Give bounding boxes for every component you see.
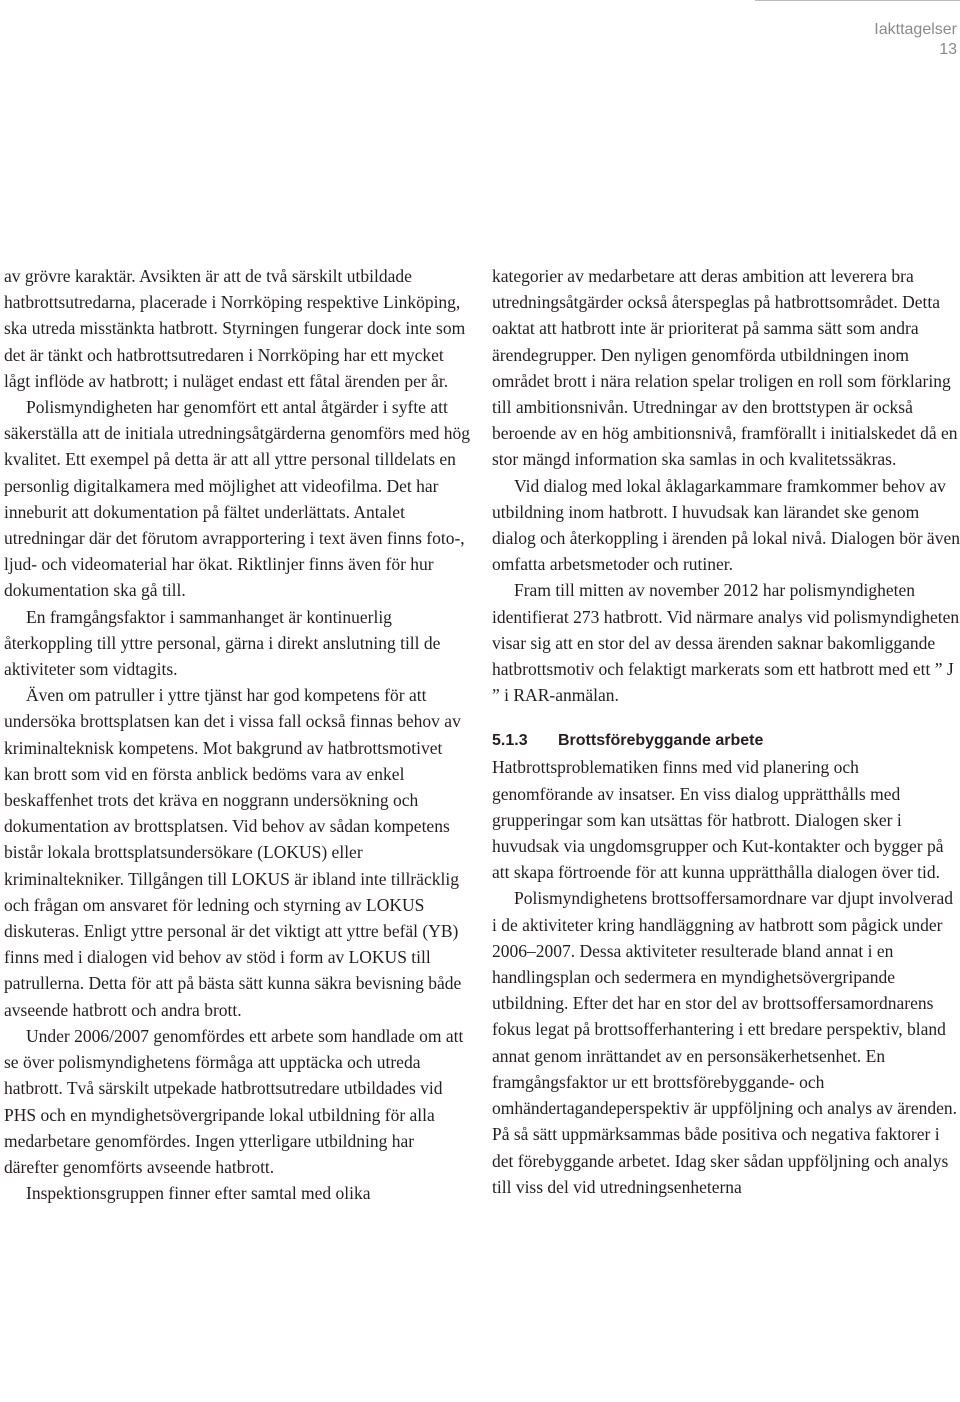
header-title: Iakttagelser bbox=[874, 21, 957, 38]
paragraph: Under 2006/2007 genomfördes ett arbete som handlade om att se över polismyndighetens förmåga att upptäcka och utreda hatbrott. Två särskilt utpekade hatbrottsutredare utbildades vid PHS och en myndighetsövergripande lokal utbildning för alla medarbetare genomfördes. Ingen ytterligare utbildning har därefter genomförts avseende hatbrott. bbox=[4, 1025, 464, 1177]
paragraph: Fram till mitten av november 2012 har polismyndigheten identifierat 273 hatbrott. Vid närmare analys vid polismyndigheten visar sig att en stor del av dessa ärenden saknar bakomliggande hatbrottsmotiv och felaktigt markerats som ett hatbrott med ett ” J ” i RAR-anmälan. bbox=[492, 580, 960, 706]
left-column bbox=[4, 263, 472, 1206]
paragraph: kategorier av medarbetare att deras ambition att leverera bra utredningsåtgärder också återspeglas på hatbrottsområdet. Detta oaktat att hatbrott inte är prioriterat på samma sätt som andra ärendegrupper. Den nyligen genomförda utbildningen inom området brott i nära relation spelar troligen en roll som förklaring till ambitionsnivån. Utredningar av den brottstypen är också beroende av en hög ambitionsnivå, framförallt i initialskedet då en stor mängd information ska samlas in och kvalitetssäkras. bbox=[492, 266, 958, 470]
paragraph: Hatbrottsproblematiken finns med vid planering och genomförande av insatser. En viss dialog upprätthålls med grupperingar som kan utsättas för hatbrott. Dialogen sker i huvudsak via ungdomsgrupper och Kut-kontakter och bygger på att skapa förtroende för att kunna upprätthålla dialogen över tid. bbox=[492, 757, 944, 883]
paragraph: En framgångsfaktor i sammanhanget är kontinuerlig återkoppling till yttre personal, gärna i direkt anslutning till de aktiviteter som vidtagits. bbox=[4, 606, 441, 680]
paragraph: Polismyndighetens brottsoffersamordnare var djupt involverad i de aktiviteter kring handläggning av hatbrott som pågick under 2006–2007. Dessa aktiviteter resulterade bland annat i en handlingsplan och sedermera en myndighetsövergripande utbildning. Efter det har en stor del av brottsoffersamordnarens fokus legat på brottsofferhantering i ett bredare perspektiv, bland annat genom inrättandet av en personsäkerhetsenhet. En framgångsfaktor ur ett brottsförebyggande- och omhändertagandeperspektiv är uppföljning och analys av ärenden. På så sätt uppmärksammas både positiva och negativa faktorer i det förebyggande arbetet. Idag sker sådan uppföljning och analys till viss del vid utredningsenheterna bbox=[492, 888, 958, 1197]
section-number: 5.1.3 bbox=[492, 732, 528, 750]
paragraph: Vid dialog med lokal åklagarkammare framkommer behov av utbildning inom hatbrott. I huvudsak kan lärandet ske genom dialog och återkoppling i ärenden på lokal nivå. Dialogen bör även omfatta arbetsmetoder och rutiner. bbox=[492, 475, 960, 575]
paragraph: Inspektionsgruppen finner efter samtal med olika bbox=[26, 1183, 371, 1204]
paragraph: Polismyndigheten har genomfört ett antal åtgärder i syfte att säkerställa att de initiala utredningsåtgärderna genomförs med hög kvalitet. Ett exempel på detta är att all yttre personal tilldelats en personlig digitalkamera med möjlighet att videofilma. Det har inneburit att dokumentation på fältet underlättats. Antalet utredningar där det förutom avrapportering i text även finns foto-, ljud- och videomaterial har ökat. Riktlinjer finns även för hur dokumentation ska gå till. bbox=[4, 397, 471, 601]
page-number: 13 bbox=[939, 41, 957, 58]
header-rule bbox=[755, 0, 960, 1]
section-heading bbox=[492, 728, 960, 754]
running-header bbox=[740, 0, 960, 70]
paragraph: Även om patruller i yttre tjänst har god kompetens för att undersöka brottsplatsen kan det i vissa fall också finnas behov av kriminalteknisk kompetens. Mot bakgrund av hatbrottsmotivet kan brott som vid en första anblick bedöms vara av enkel beskaffenhet trots det kräva en noggrann undersökning och dokumentation av brottsplatsen. Vid behov av sådan kompetens bistår lokala brottsplatsundersökare (LOKUS) eller kriminaltekniker. Tillgången till LOKUS är ibland inte tillräcklig och frågan om ansvaret för ledning och styrning av LOKUS diskuteras. Enligt yttre personal är det viktigt att yttre befäl (YB) finns med i dialogen vid behov av stöd i form av LOKUS till patrullerna. Detta för att på bästa sätt kunna säkra bevisning både avseende hatbrott och andra brott. bbox=[4, 685, 462, 1020]
section-title: Brottsförebyggande arbete bbox=[558, 732, 764, 750]
right-column bbox=[492, 263, 960, 1200]
paragraph: av grövre karaktär. Avsikten är att de två särskilt utbildade hatbrottsutredarna, placerade i Norrköping respektive Linköping, ska utreda misstänkta hatbrott. Styrningen fungerar dock inte som det är tänkt och hatbrottsutredaren i Norrköping har ett mycket lågt inflöde av hatbrott; i nuläget endast ett fåtal ärenden per år. bbox=[4, 266, 466, 391]
